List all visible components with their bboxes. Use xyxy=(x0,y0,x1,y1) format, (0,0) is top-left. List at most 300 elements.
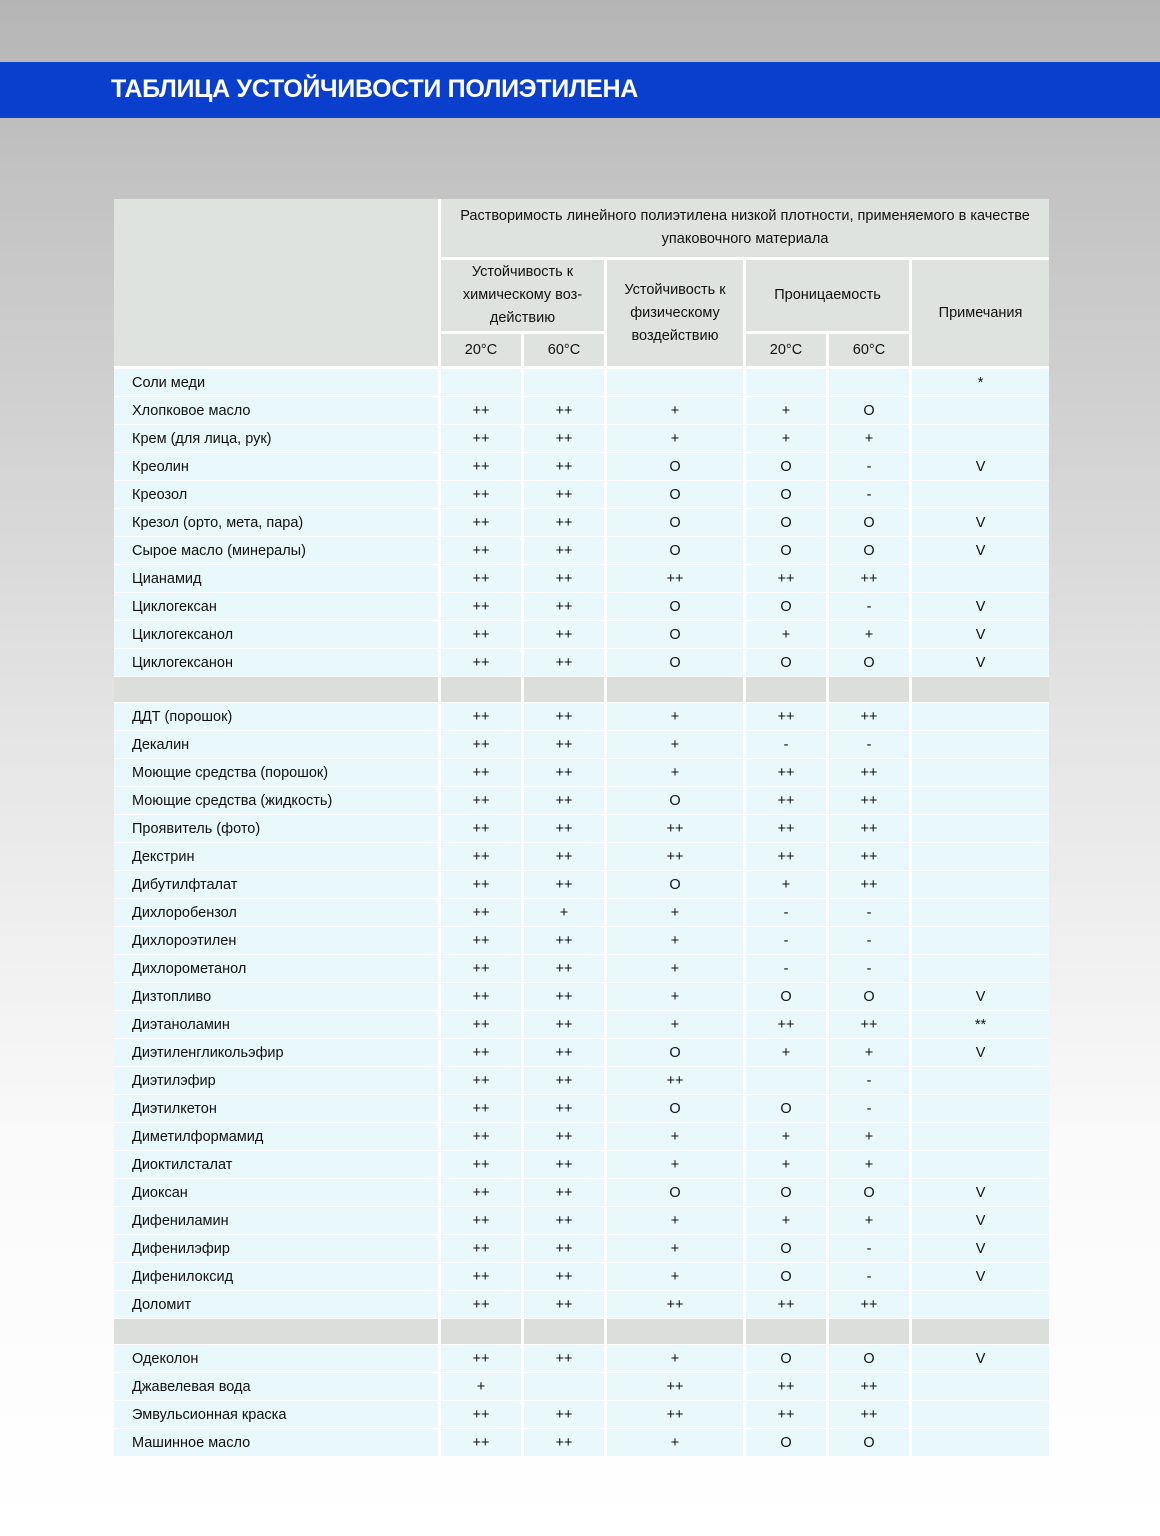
chem-20-value: ++ xyxy=(441,1235,524,1263)
header-notes: Примечания xyxy=(912,260,1049,369)
perm-60-value: ++ xyxy=(829,759,912,787)
perm-20-value: ++ xyxy=(746,843,829,871)
chem-60-value: ++ xyxy=(524,983,607,1011)
substance-name: Проявитель (фото) xyxy=(114,815,441,843)
chem-20-value: ++ xyxy=(441,1151,524,1179)
chem-20-value: ++ xyxy=(441,927,524,955)
physical-value xyxy=(607,369,746,397)
physical-value: ++ xyxy=(607,815,746,843)
physical-value: O xyxy=(607,1179,746,1207)
physical-value: + xyxy=(607,1345,746,1373)
physical-value: + xyxy=(607,731,746,759)
chem-20-value: ++ xyxy=(441,1429,524,1457)
chem-60-value: ++ xyxy=(524,1235,607,1263)
chem-60-value xyxy=(524,1373,607,1401)
table-row xyxy=(114,787,1049,815)
chem-60-value: ++ xyxy=(524,537,607,565)
perm-20-value: + xyxy=(746,621,829,649)
perm-20-value: O xyxy=(746,1345,829,1373)
note-value xyxy=(912,1401,1049,1429)
perm-60-value: O xyxy=(829,1429,912,1457)
chem-60-value: ++ xyxy=(524,621,607,649)
substance-name: Декалин xyxy=(114,731,441,759)
physical-value: O xyxy=(607,537,746,565)
perm-20-value: ++ xyxy=(746,1373,829,1401)
table-row xyxy=(114,955,1049,983)
physical-value: ++ xyxy=(607,843,746,871)
chem-60-value: ++ xyxy=(524,1151,607,1179)
physical-value: ++ xyxy=(607,1401,746,1429)
physical-value: + xyxy=(607,1207,746,1235)
title-banner xyxy=(0,62,1160,118)
table-row xyxy=(114,1345,1049,1373)
note-value: V xyxy=(912,1345,1049,1373)
note-value xyxy=(912,899,1049,927)
perm-20-value: ++ xyxy=(746,1401,829,1429)
note-value: V xyxy=(912,1235,1049,1263)
chem-20-value: ++ xyxy=(441,1011,524,1039)
perm-20-value: + xyxy=(746,397,829,425)
perm-20-value: O xyxy=(746,453,829,481)
chem-60-value: ++ xyxy=(524,843,607,871)
chem-60-value: ++ xyxy=(524,1179,607,1207)
physical-value: + xyxy=(607,1011,746,1039)
chem-20-value: ++ xyxy=(441,425,524,453)
perm-20-value: O xyxy=(746,1429,829,1457)
chem-60-value: ++ xyxy=(524,1039,607,1067)
note-value xyxy=(912,787,1049,815)
header-blank-cell xyxy=(114,199,441,369)
chem-20-value: ++ xyxy=(441,815,524,843)
note-value: V xyxy=(912,983,1049,1011)
substance-name: Дифенилэфир xyxy=(114,1235,441,1263)
perm-20-value: - xyxy=(746,955,829,983)
chem-20-value: ++ xyxy=(441,899,524,927)
physical-value: O xyxy=(607,453,746,481)
table-row xyxy=(114,593,1049,621)
chem-60-value: ++ xyxy=(524,871,607,899)
header-chem-20: 20°C xyxy=(441,334,524,369)
physical-value: O xyxy=(607,649,746,677)
note-value xyxy=(912,843,1049,871)
chem-20-value: ++ xyxy=(441,731,524,759)
resistance-table-container xyxy=(114,199,1049,1457)
physical-value: O xyxy=(607,1095,746,1123)
chem-60-value: ++ xyxy=(524,397,607,425)
physical-value: + xyxy=(607,1151,746,1179)
substance-name: Эмвульсионная краска xyxy=(114,1401,441,1429)
note-value: V xyxy=(912,621,1049,649)
chem-20-value xyxy=(441,369,524,397)
chem-20-value: ++ xyxy=(441,1039,524,1067)
substance-name: Сырое масло (минералы) xyxy=(114,537,441,565)
perm-60-value: ++ xyxy=(829,1291,912,1319)
substance-name: Цианамид xyxy=(114,565,441,593)
chem-60-value: + xyxy=(524,899,607,927)
perm-20-value xyxy=(746,369,829,397)
perm-20-value: - xyxy=(746,899,829,927)
table-row xyxy=(114,1207,1049,1235)
note-value xyxy=(912,927,1049,955)
perm-20-value: ++ xyxy=(746,565,829,593)
separator-cell xyxy=(114,1319,441,1345)
perm-20-value: O xyxy=(746,983,829,1011)
table-row xyxy=(114,481,1049,509)
chem-20-value: ++ xyxy=(441,1207,524,1235)
separator-cell xyxy=(829,1319,912,1345)
table-row xyxy=(114,1235,1049,1263)
separator-cell xyxy=(607,1319,746,1345)
group-separator xyxy=(114,1319,1049,1345)
chem-20-value: + xyxy=(441,1373,524,1401)
table-row xyxy=(114,1039,1049,1067)
chem-20-value: ++ xyxy=(441,649,524,677)
table-body xyxy=(114,369,1049,1457)
chem-60-value: ++ xyxy=(524,703,607,731)
table-row xyxy=(114,1373,1049,1401)
table-row xyxy=(114,1291,1049,1319)
physical-value: ++ xyxy=(607,565,746,593)
perm-60-value: - xyxy=(829,453,912,481)
chem-60-value: ++ xyxy=(524,759,607,787)
perm-20-value xyxy=(746,1067,829,1095)
table-row xyxy=(114,759,1049,787)
table-row xyxy=(114,1067,1049,1095)
physical-value: + xyxy=(607,397,746,425)
perm-60-value: - xyxy=(829,899,912,927)
separator-cell xyxy=(441,1319,524,1345)
physical-value: + xyxy=(607,1123,746,1151)
table-row xyxy=(114,703,1049,731)
substance-name: Одеколон xyxy=(114,1345,441,1373)
chem-60-value xyxy=(524,369,607,397)
note-value: V xyxy=(912,509,1049,537)
chem-20-value: ++ xyxy=(441,565,524,593)
note-value xyxy=(912,1373,1049,1401)
substance-name: Диэтаноламин xyxy=(114,1011,441,1039)
physical-value: O xyxy=(607,621,746,649)
chem-20-value: ++ xyxy=(441,759,524,787)
note-value xyxy=(912,815,1049,843)
note-value: V xyxy=(912,537,1049,565)
substance-name: Крезол (орто, мета, пара) xyxy=(114,509,441,537)
substance-name: Дихлоробензол xyxy=(114,899,441,927)
chem-60-value: ++ xyxy=(524,1291,607,1319)
note-value: * xyxy=(912,369,1049,397)
table-row xyxy=(114,983,1049,1011)
chem-60-value: ++ xyxy=(524,1345,607,1373)
table-row xyxy=(114,1401,1049,1429)
substance-name: Машинное масло xyxy=(114,1429,441,1457)
perm-20-value: - xyxy=(746,927,829,955)
perm-60-value: - xyxy=(829,1263,912,1291)
table-row xyxy=(114,927,1049,955)
chem-20-value: ++ xyxy=(441,621,524,649)
chem-20-value: ++ xyxy=(441,593,524,621)
note-value: V xyxy=(912,1263,1049,1291)
perm-60-value: O xyxy=(829,537,912,565)
perm-60-value: ++ xyxy=(829,565,912,593)
note-value: ** xyxy=(912,1011,1049,1039)
substance-name: Диэтиленгликольэфир xyxy=(114,1039,441,1067)
table-row xyxy=(114,397,1049,425)
perm-20-value: ++ xyxy=(746,787,829,815)
perm-60-value: O xyxy=(829,983,912,1011)
perm-60-value: O xyxy=(829,1345,912,1373)
chem-60-value: ++ xyxy=(524,593,607,621)
physical-value: O xyxy=(607,509,746,537)
chem-20-value: ++ xyxy=(441,1263,524,1291)
substance-name: Диоктилсталат xyxy=(114,1151,441,1179)
note-value xyxy=(912,1095,1049,1123)
chem-60-value: ++ xyxy=(524,649,607,677)
perm-60-value: + xyxy=(829,1039,912,1067)
table-row xyxy=(114,565,1049,593)
chem-60-value: ++ xyxy=(524,1429,607,1457)
perm-60-value xyxy=(829,369,912,397)
substance-name: Дибутилфталат xyxy=(114,871,441,899)
physical-value: + xyxy=(607,955,746,983)
perm-20-value: + xyxy=(746,1123,829,1151)
note-value xyxy=(912,481,1049,509)
chem-20-value: ++ xyxy=(441,787,524,815)
physical-value: O xyxy=(607,871,746,899)
perm-60-value: + xyxy=(829,1207,912,1235)
perm-60-value: ++ xyxy=(829,1011,912,1039)
note-value xyxy=(912,1123,1049,1151)
perm-60-value: - xyxy=(829,1067,912,1095)
note-value xyxy=(912,731,1049,759)
resistance-table xyxy=(114,199,1049,1457)
physical-value: O xyxy=(607,593,746,621)
chem-60-value: ++ xyxy=(524,1067,607,1095)
chem-60-value: ++ xyxy=(524,1207,607,1235)
substance-name: Диоксан xyxy=(114,1179,441,1207)
note-value xyxy=(912,703,1049,731)
note-value xyxy=(912,759,1049,787)
substance-name: Креолин xyxy=(114,453,441,481)
substance-name: Дихлороэтилен xyxy=(114,927,441,955)
substance-name: Дихлорометанол xyxy=(114,955,441,983)
physical-value: + xyxy=(607,1429,746,1457)
perm-60-value: + xyxy=(829,425,912,453)
note-value xyxy=(912,1291,1049,1319)
perm-20-value: - xyxy=(746,731,829,759)
chem-60-value: ++ xyxy=(524,1263,607,1291)
note-value xyxy=(912,1151,1049,1179)
perm-20-value: ++ xyxy=(746,815,829,843)
chem-20-value: ++ xyxy=(441,843,524,871)
chem-20-value: ++ xyxy=(441,453,524,481)
header-perm-60: 60°C xyxy=(829,334,912,369)
chem-60-value: ++ xyxy=(524,927,607,955)
perm-60-value: - xyxy=(829,731,912,759)
separator-cell xyxy=(829,677,912,703)
note-value xyxy=(912,397,1049,425)
physical-value: O xyxy=(607,787,746,815)
table-row xyxy=(114,509,1049,537)
substance-name: Дифениламин xyxy=(114,1207,441,1235)
substance-name: Доломит xyxy=(114,1291,441,1319)
perm-20-value: O xyxy=(746,1263,829,1291)
table-row xyxy=(114,425,1049,453)
table-row xyxy=(114,1263,1049,1291)
physical-value: O xyxy=(607,481,746,509)
perm-60-value: - xyxy=(829,1235,912,1263)
note-value xyxy=(912,871,1049,899)
physical-value: + xyxy=(607,1263,746,1291)
separator-cell xyxy=(441,677,524,703)
separator-cell xyxy=(746,1319,829,1345)
substance-name: Циклогексанол xyxy=(114,621,441,649)
perm-60-value: + xyxy=(829,621,912,649)
header-perm-20: 20°C xyxy=(746,334,829,369)
group-separator xyxy=(114,677,1049,703)
separator-cell xyxy=(114,677,441,703)
chem-20-value: ++ xyxy=(441,1067,524,1095)
chem-60-value: ++ xyxy=(524,955,607,983)
substance-name: Хлопковое масло xyxy=(114,397,441,425)
chem-20-value: ++ xyxy=(441,481,524,509)
perm-60-value: ++ xyxy=(829,1373,912,1401)
physical-value: + xyxy=(607,703,746,731)
perm-60-value: O xyxy=(829,649,912,677)
chem-60-value: ++ xyxy=(524,453,607,481)
chem-20-value: ++ xyxy=(441,1095,524,1123)
substance-name: Дизтопливо xyxy=(114,983,441,1011)
chem-20-value: ++ xyxy=(441,1401,524,1429)
perm-20-value: O xyxy=(746,649,829,677)
chem-60-value: ++ xyxy=(524,1095,607,1123)
table-row xyxy=(114,453,1049,481)
note-value xyxy=(912,1429,1049,1457)
perm-20-value: + xyxy=(746,1039,829,1067)
header-chemical: Устойчивость к химическому воз-действию xyxy=(441,260,607,334)
perm-60-value: - xyxy=(829,927,912,955)
chem-60-value: ++ xyxy=(524,425,607,453)
substance-name: Креозол xyxy=(114,481,441,509)
substance-name: Диэтилэфир xyxy=(114,1067,441,1095)
perm-20-value: O xyxy=(746,509,829,537)
table-row xyxy=(114,537,1049,565)
table-row xyxy=(114,649,1049,677)
substance-name: Циклогексан xyxy=(114,593,441,621)
perm-20-value: + xyxy=(746,871,829,899)
separator-cell xyxy=(524,1319,607,1345)
perm-20-value: O xyxy=(746,593,829,621)
perm-20-value: + xyxy=(746,425,829,453)
note-value: V xyxy=(912,1039,1049,1067)
separator-cell xyxy=(607,677,746,703)
chem-60-value: ++ xyxy=(524,815,607,843)
perm-60-value: ++ xyxy=(829,787,912,815)
physical-value: O xyxy=(607,1039,746,1067)
note-value xyxy=(912,1067,1049,1095)
perm-20-value: + xyxy=(746,1207,829,1235)
perm-20-value: O xyxy=(746,1179,829,1207)
physical-value: + xyxy=(607,983,746,1011)
header-permeability: Проницаемость xyxy=(746,260,912,334)
substance-name: Крем (для лица, рук) xyxy=(114,425,441,453)
chem-60-value: ++ xyxy=(524,481,607,509)
perm-60-value: - xyxy=(829,1095,912,1123)
perm-60-value: ++ xyxy=(829,815,912,843)
note-value: V xyxy=(912,649,1049,677)
perm-20-value: ++ xyxy=(746,759,829,787)
header-chem-60: 60°C xyxy=(524,334,607,369)
perm-20-value: ++ xyxy=(746,1011,829,1039)
perm-60-value: O xyxy=(829,509,912,537)
physical-value: + xyxy=(607,899,746,927)
chem-60-value: ++ xyxy=(524,1401,607,1429)
table-row xyxy=(114,731,1049,759)
table-row xyxy=(114,369,1049,397)
table-row xyxy=(114,621,1049,649)
substance-name: Дифенилоксид xyxy=(114,1263,441,1291)
note-value: V xyxy=(912,1179,1049,1207)
substance-name: Диэтилкетон xyxy=(114,1095,441,1123)
perm-60-value: - xyxy=(829,955,912,983)
note-value: V xyxy=(912,593,1049,621)
chem-20-value: ++ xyxy=(441,1345,524,1373)
substance-name: Декстрин xyxy=(114,843,441,871)
perm-60-value: ++ xyxy=(829,843,912,871)
chem-20-value: ++ xyxy=(441,955,524,983)
note-value xyxy=(912,565,1049,593)
perm-20-value: O xyxy=(746,537,829,565)
perm-60-value: + xyxy=(829,1151,912,1179)
substance-name: Джавелевая вода xyxy=(114,1373,441,1401)
perm-60-value: O xyxy=(829,397,912,425)
table-row xyxy=(114,1011,1049,1039)
separator-cell xyxy=(746,677,829,703)
perm-20-value: O xyxy=(746,1095,829,1123)
chem-20-value: ++ xyxy=(441,397,524,425)
perm-20-value: O xyxy=(746,481,829,509)
chem-20-value: ++ xyxy=(441,871,524,899)
perm-60-value: - xyxy=(829,593,912,621)
substance-name: Циклогексанон xyxy=(114,649,441,677)
substance-name: Моющие средства (порошок) xyxy=(114,759,441,787)
note-value xyxy=(912,425,1049,453)
table-row xyxy=(114,899,1049,927)
chem-60-value: ++ xyxy=(524,509,607,537)
perm-60-value: O xyxy=(829,1179,912,1207)
chem-20-value: ++ xyxy=(441,537,524,565)
note-value: V xyxy=(912,453,1049,481)
chem-20-value: ++ xyxy=(441,983,524,1011)
chem-20-value: ++ xyxy=(441,1291,524,1319)
substance-name: Диметилформамид xyxy=(114,1123,441,1151)
page-title: ТАБЛИЦА УСТОЙЧИВОСТИ ПОЛИЭТИЛЕНА xyxy=(111,75,638,103)
chem-60-value: ++ xyxy=(524,1123,607,1151)
header-physical: Устойчивость к физическому воздействию xyxy=(607,260,746,369)
table-row xyxy=(114,1429,1049,1457)
table-row xyxy=(114,815,1049,843)
physical-value: + xyxy=(607,759,746,787)
physical-value: ++ xyxy=(607,1291,746,1319)
perm-20-value: ++ xyxy=(746,703,829,731)
table-row xyxy=(114,1095,1049,1123)
chem-60-value: ++ xyxy=(524,787,607,815)
perm-20-value: + xyxy=(746,1151,829,1179)
physical-value: + xyxy=(607,425,746,453)
table-row xyxy=(114,1151,1049,1179)
separator-cell xyxy=(524,677,607,703)
table-row xyxy=(114,1123,1049,1151)
table-row xyxy=(114,1179,1049,1207)
perm-60-value: ++ xyxy=(829,871,912,899)
